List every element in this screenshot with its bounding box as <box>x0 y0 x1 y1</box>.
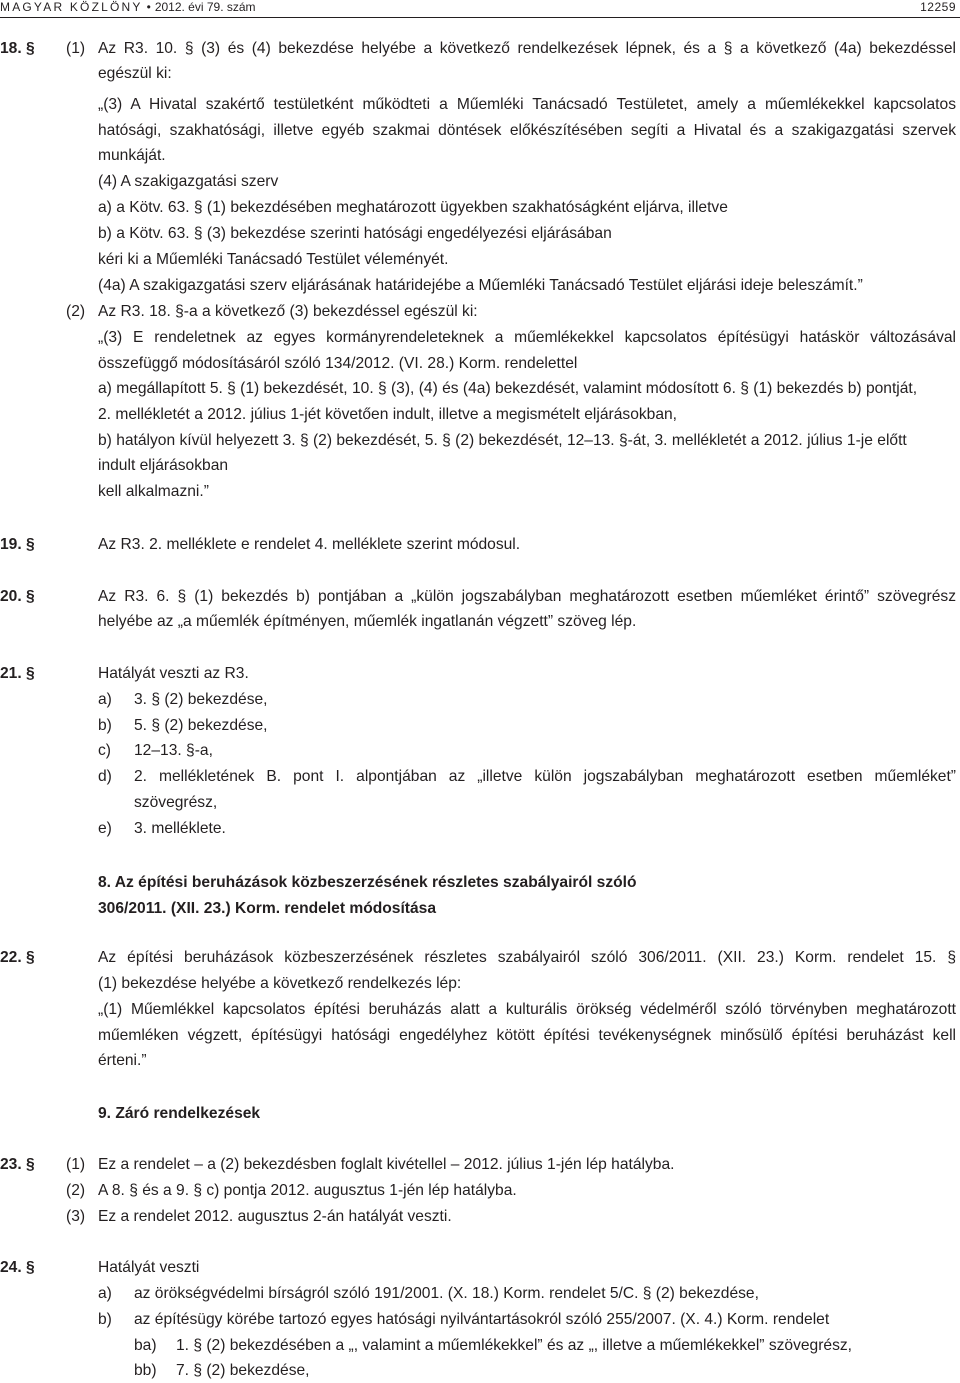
section-22-number: 22. § <box>0 949 35 966</box>
section-22-line: (1) bekezdése helyébe a következő rendelkezés lép: <box>98 975 462 992</box>
issue-label: 2012. évi 79. szám <box>154 0 256 14</box>
section-24-subitem-label: bb) <box>134 1362 157 1379</box>
section-23-item-label: (3) <box>66 1208 86 1225</box>
section-21-item-label: d) <box>98 768 112 785</box>
section-21-item-text-continued: szövegrész, <box>134 794 218 811</box>
section-21-item-text: 12–13. §-a, <box>134 742 213 759</box>
section-18-line: „(3) E rendeletnek az egyes kormányrendeleteknek a műemlékekkel kapcsolatos építésügyi hatáskör változásával <box>98 329 956 346</box>
section-24-intro: Hatályát veszti <box>98 1259 200 1276</box>
section-18-paragraph-2-number: (2) <box>66 303 86 320</box>
section-22-line: érteni.” <box>98 1052 147 1069</box>
section-18-line: (4a) A szakigazgatási szerv eljárásának határidejébe a Műemléki Tanácsadó Testület eljárási ideje beleszámít.” <box>98 277 863 294</box>
section-18-number: 18. § <box>0 40 35 57</box>
page-number: 12259 <box>920 0 956 14</box>
section-18-line: összefüggő módosításáról szóló 134/2012. (VI. 28.) Korm. rendelettel <box>98 355 578 372</box>
section-24-number: 24. § <box>0 1259 35 1276</box>
section-21-item-text: 2. mellékletének B. pont I. alpontjában az „illetve külön jogszabályban meghatározott esetben műemléket” <box>134 768 956 785</box>
section-18-line: indult eljárásokban <box>98 457 229 474</box>
section-18-line: b) hatályon kívül helyezett 3. § (2) bekezdését, 5. § (2) bekezdését, 12–13. §-át, 3. mellékletét a 2012. július 1-je előtt <box>98 432 907 449</box>
section-18-line: kell alkalmazni.” <box>98 483 209 500</box>
section-19-text: Az R3. 2. melléklete e rendelet 4. melléklete szerint módosul. <box>98 536 521 553</box>
section-24-item-text: az örökségvédelmi bírságról szóló 191/2001. (X. 18.) Korm. rendelet 5/C. § (2) bekezdése, <box>134 1285 759 1302</box>
page-header <box>0 0 960 14</box>
publication-header <box>0 0 256 14</box>
publication-title: MAGYAR KÖZLÖNY <box>0 0 143 14</box>
section-24-item-label: a) <box>98 1285 112 1302</box>
section-20-line: helyébe az „a műemlék építményen, műemlék ingatlanán végzett” szöveg lép. <box>98 613 637 630</box>
section-20-line: Az R3. 6. § (1) bekezdés b) pontjában a „külön jogszabályban meghatározott esetben műemléket érintő” szövegrész <box>98 588 956 605</box>
section-18-line: a) megállapított 5. § (1) bekezdését, 10. § (3), (4) és (4a) bekezdését, valamint módosított 6. § (1) bekezdés b) pontját, <box>98 380 918 397</box>
section-24-item-label: b) <box>98 1311 112 1328</box>
section-24-item-text: az építésügy körébe tartozó egyes hatósági nyilvántartásokról szóló 255/2007. (X. 4.) Korm. rendelet <box>134 1311 830 1328</box>
header-divider <box>0 17 960 18</box>
section-23-item-text: A 8. § és a 9. § c) pontja 2012. augusztus 1-jén lép hatályba. <box>98 1182 517 1199</box>
section-23-item-text: Ez a rendelet – a (2) bekezdésben foglalt kivétellel – 2012. július 1-jén lép hatályba. <box>98 1156 675 1173</box>
section-18-line: (4) A szakigazgatási szerv <box>98 173 279 190</box>
section-21-number: 21. § <box>0 665 35 682</box>
section-23-number: 23. § <box>0 1156 35 1173</box>
section-21-item-label: b) <box>98 717 112 734</box>
section-21-item-text: 3. melléklete. <box>134 820 226 837</box>
section-23-item-text: Ez a rendelet 2012. augusztus 2-án hatályát veszti. <box>98 1208 452 1225</box>
section-21-item-label: e) <box>98 820 112 837</box>
section-22-line: Az építési beruházások közbeszerzésének részletes szabályairól szóló 306/2011. (XII. 23.) Korm. rendelet 15. § <box>98 949 956 966</box>
section-22-line: műemléken végzett, építésügyi hatósági engedélyhez kötött építési tevékenységnek minősülő építési beruházást kell <box>98 1027 956 1044</box>
section-21-item-text: 3. § (2) bekezdése, <box>134 691 268 708</box>
section-18-line: munkáját. <box>98 147 166 164</box>
section-18-line: kéri ki a Műemléki Tanácsadó Testület véleményét. <box>98 251 449 268</box>
section-23-item-label: (2) <box>66 1182 86 1199</box>
section-18-line: „(3) A Hivatal szakértő testületként működteti a Műemléki Tanácsadó Testületet, amely a műemlékekkel kapcsolatos <box>98 96 956 113</box>
section-24-subitem-text: 1. § (2) bekezdésében a „, valamint a műemlékekkel” és az „, illetve a műemlékekkel” szövegrész, <box>176 1337 853 1354</box>
section-24-subitem-text: 7. § (2) bekezdése, <box>176 1362 310 1379</box>
chapter-8-heading-line-2: 306/2011. (XII. 23.) Korm. rendelet módosítása <box>98 900 437 917</box>
section-24-subitem-label: ba) <box>134 1337 157 1354</box>
section-18-line: a) a Kötv. 63. § (1) bekezdésében meghatározott ügyekben szakhatóságként eljárva, illetve <box>98 199 728 216</box>
section-18-line: b) a Kötv. 63. § (3) bekezdése szerinti hatósági engedélyezési eljárásában <box>98 225 612 242</box>
section-18-line: Az R3. 18. §-a a következő (3) bekezdéssel egészül ki: <box>98 303 478 320</box>
section-19-number: 19. § <box>0 536 35 553</box>
section-18-line: 2. mellékletét a 2012. július 1-jét követően indult, illetve a megismételt eljárásokban, <box>98 406 678 423</box>
section-23-item-label: (1) <box>66 1156 86 1173</box>
section-18-line: hatósági, szakhatósági, illetve egyéb szakmai döntések előkészítésében segíti a Hivatal és a szakigazgatási szervek <box>98 122 956 139</box>
section-18-line: Az R3. 10. § (3) és (4) bekezdése helyébe a következő rendelkezések lépnek, és a § a következő (4a) bekezdéssel <box>98 40 956 57</box>
section-18-paragraph-1-number: (1) <box>66 40 86 57</box>
section-22-line: „(1) Műemlékkel kapcsolatos építési beruházás alatt a kulturális örökség védelméről szóló törvényben meghatározott <box>98 1001 956 1018</box>
section-21-item-label: a) <box>98 691 112 708</box>
section-20-number: 20. § <box>0 588 35 605</box>
chapter-9-heading: 9. Záró rendelkezések <box>98 1105 261 1122</box>
section-18-line: egészül ki: <box>98 65 172 82</box>
chapter-8-heading: 8. Az építési beruházások közbeszerzésének részletes szabályairól szóló <box>98 874 637 891</box>
section-21-item-label: c) <box>98 742 111 759</box>
header-bullet: • <box>146 0 151 14</box>
section-21-intro: Hatályát veszti az R3. <box>98 665 249 682</box>
section-21-item-text: 5. § (2) bekezdése, <box>134 717 268 734</box>
